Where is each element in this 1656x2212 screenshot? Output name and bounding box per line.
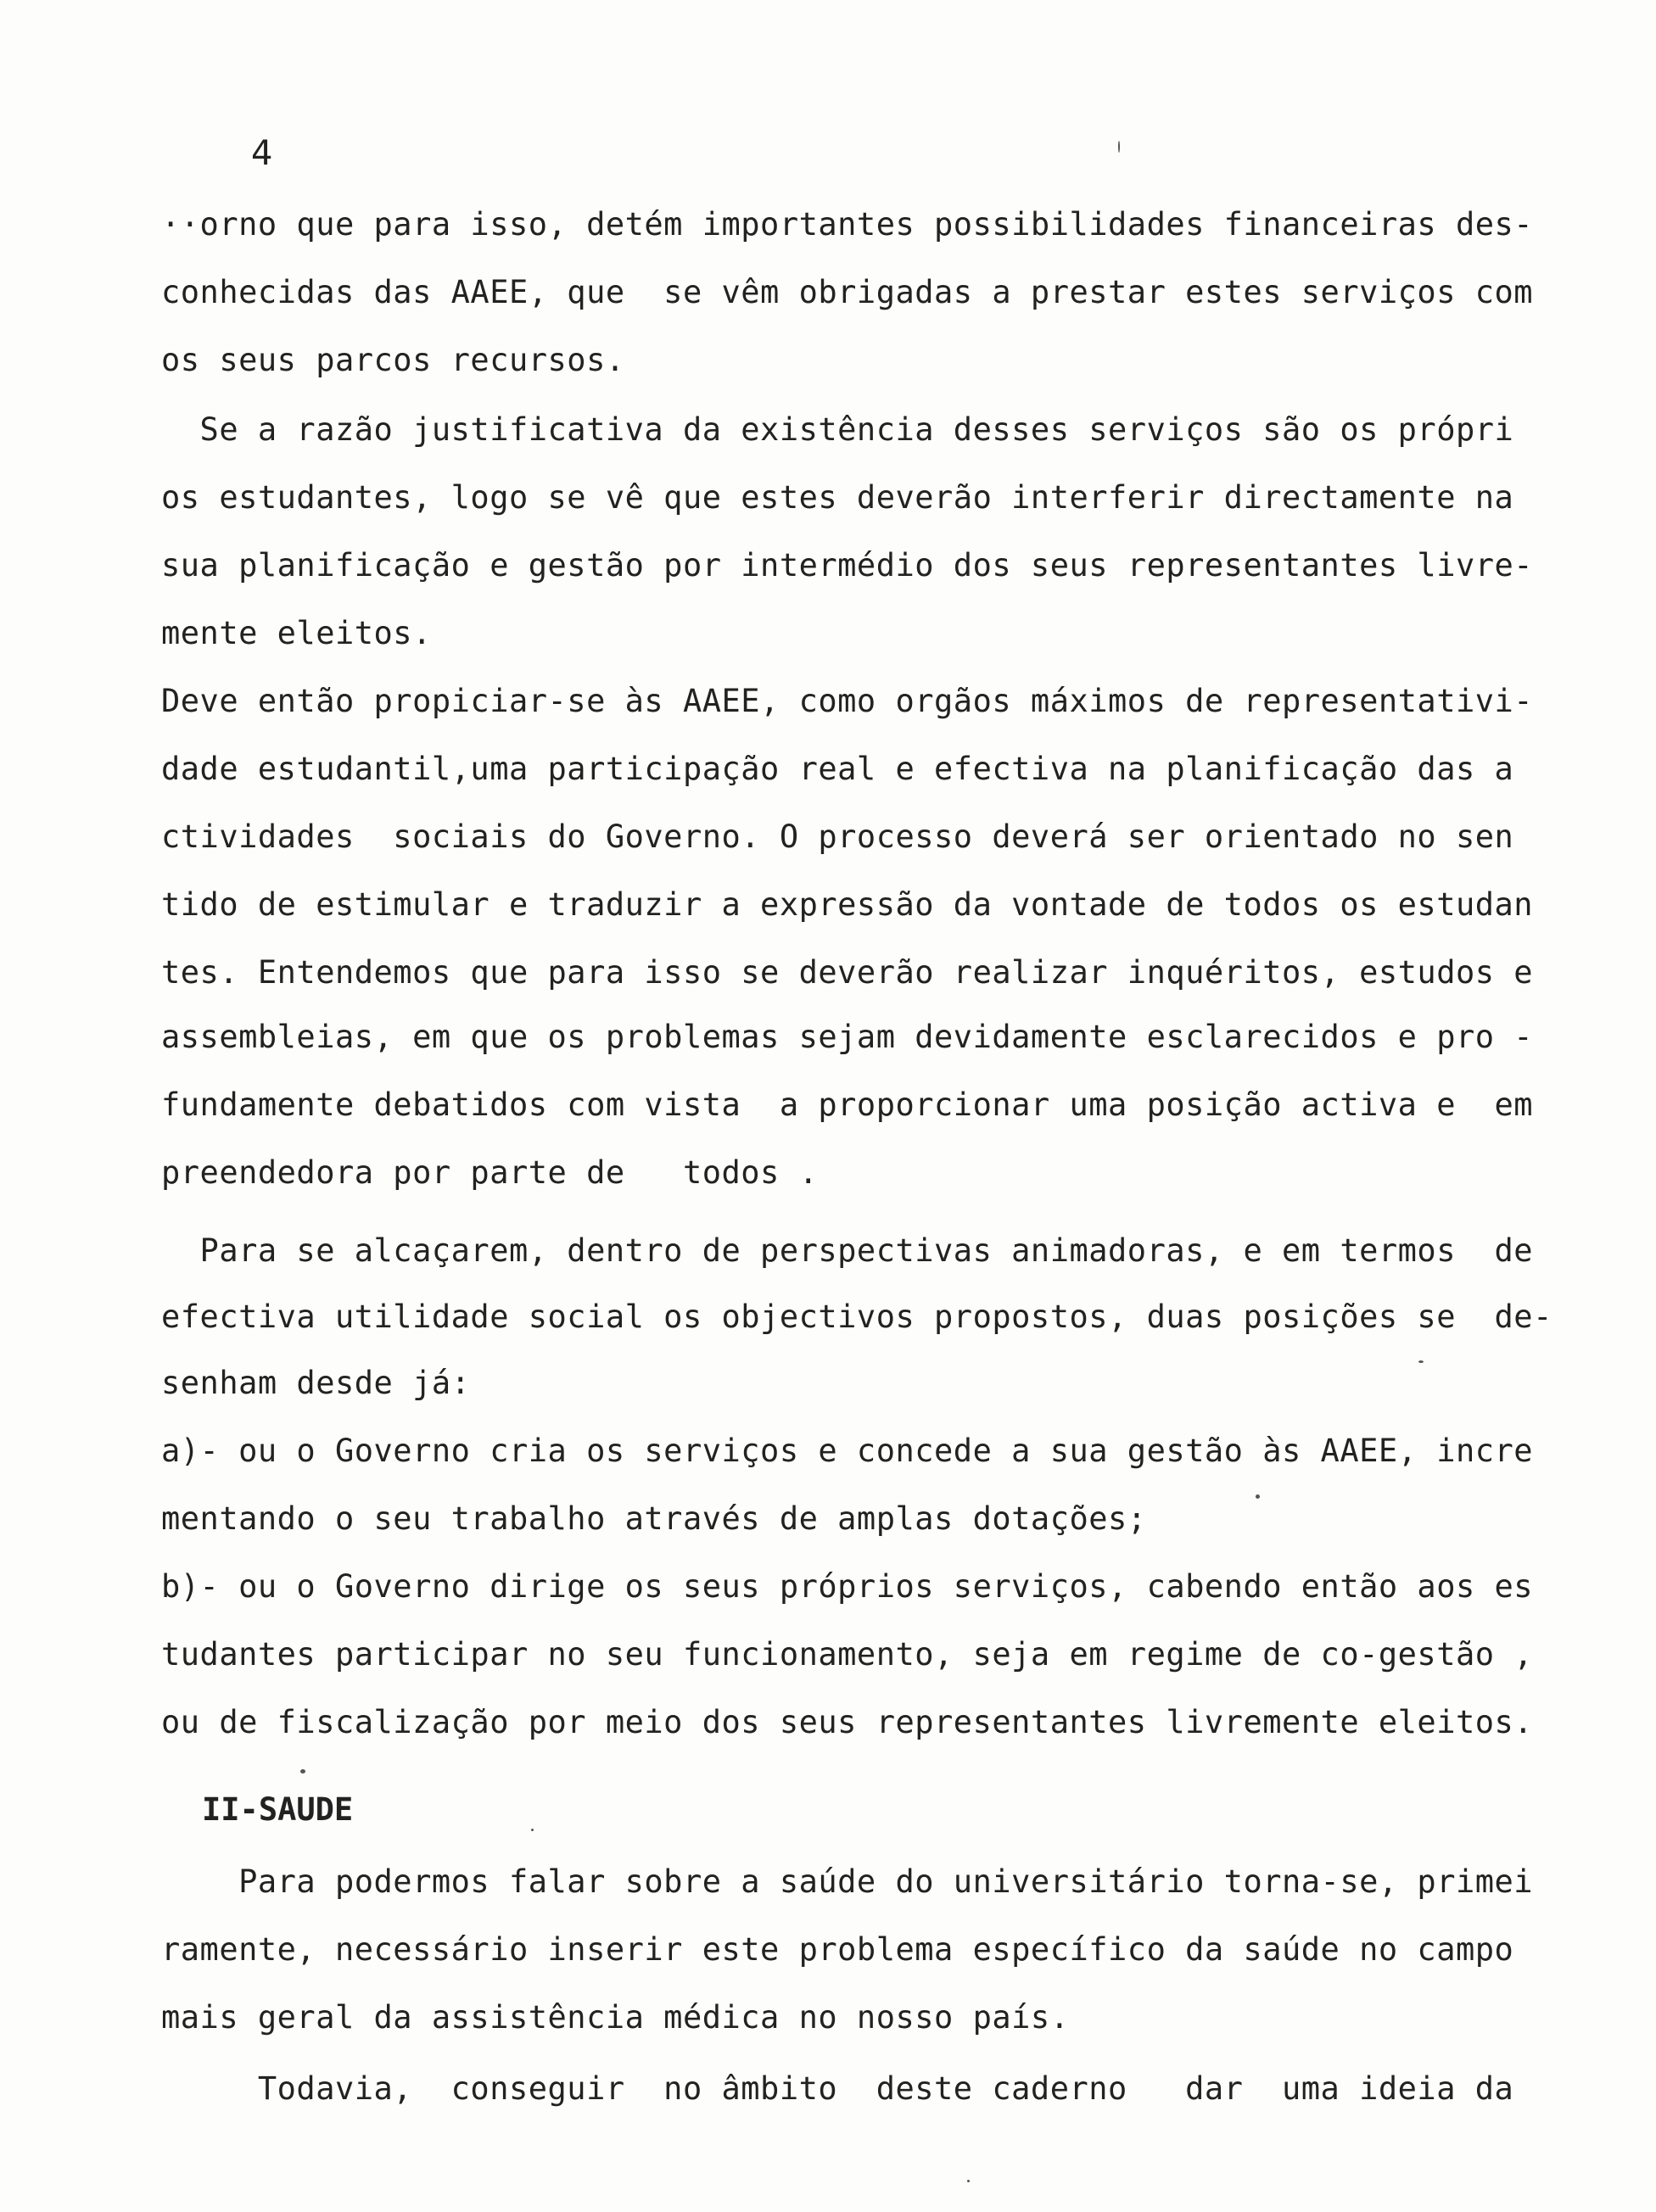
text-line: Deve então propiciar-se às AAEE, como orgãos máximos de representativi- <box>161 683 1534 719</box>
text-line: ctividades sociais do Governo. O processo deverá ser orientado no sen <box>161 818 1514 855</box>
text-line: ou de fiscalização por meio dos seus representantes livremente eleitos. <box>161 1704 1534 1740</box>
text-line: Para podermos falar sobre a saúde do universitário torna-se, primei <box>161 1863 1534 1900</box>
text-line: mente eleitos. <box>161 615 432 651</box>
text-line: tes. Entendemos que para isso se deverão realizar inquéritos, estudos e <box>161 954 1534 991</box>
scan-speck <box>1256 1494 1260 1499</box>
text-line: mais geral da assistência médica no nosso país. <box>161 1999 1070 2036</box>
text-line: efectiva utilidade social os objectivos propostos, duas posições se de- <box>161 1299 1552 1335</box>
text-line: os seus parcos recursos. <box>161 342 625 378</box>
scan-speck <box>1418 1360 1424 1363</box>
text-line: Todavia, conseguir no âmbito deste caderno dar uma ideia da <box>161 2070 1514 2107</box>
scan-speck <box>1118 141 1120 153</box>
text-line: mentando o seu trabalho através de amplas dotações; <box>161 1500 1147 1537</box>
text-line: preendedora por parte de todos . <box>161 1154 819 1191</box>
text-line: sua planificação e gestão por intermédio dos seus representantes livre- <box>161 547 1534 584</box>
text-line: ··orno que para isso, detém importantes possibilidades financeiras des- <box>161 206 1534 243</box>
text-line: assembleias, em que os problemas sejam devidamente esclarecidos e pro - <box>161 1019 1534 1055</box>
text-line: Se a razão justificativa da existência desses serviços são os própri <box>161 411 1514 448</box>
text-line: tido de estimular e traduzir a expressão da vontade de todos os estudan <box>161 886 1534 923</box>
text-line: dade estudantil,uma participação real e efectiva na planificação das a <box>161 751 1514 787</box>
text-line: tudantes participar no seu funcionamento, seja em regime de co-gestão , <box>161 1636 1534 1673</box>
scan-speck <box>967 2180 970 2182</box>
page-number: 4 <box>251 134 273 173</box>
text-line: os estudantes, logo se vê que estes deverão interferir directamente na <box>161 479 1514 516</box>
text-line: fundamente debatidos com vista a proporcionar uma posição activa e em <box>161 1086 1534 1123</box>
text-line: ramente, necessário inserir este problema específico da saúde no campo <box>161 1931 1514 1968</box>
text-line: b)- ou o Governo dirige os seus próprios serviços, cabendo então aos es <box>161 1568 1534 1605</box>
text-line: senham desde já: <box>161 1365 471 1401</box>
text-line: Para se alcaçarem, dentro de perspectivas animadoras, e em termos de <box>161 1232 1534 1269</box>
text-line: conhecidas das AAEE, que se vêm obrigadas a prestar estes serviços com <box>161 274 1534 310</box>
text-line: a)- ou o Governo cria os serviços e concede a sua gestão às AAEE, incre <box>161 1433 1534 1469</box>
scan-speck <box>300 1769 305 1774</box>
section-heading: II-SAUDE <box>202 1791 354 1828</box>
scan-speck <box>531 1829 534 1831</box>
